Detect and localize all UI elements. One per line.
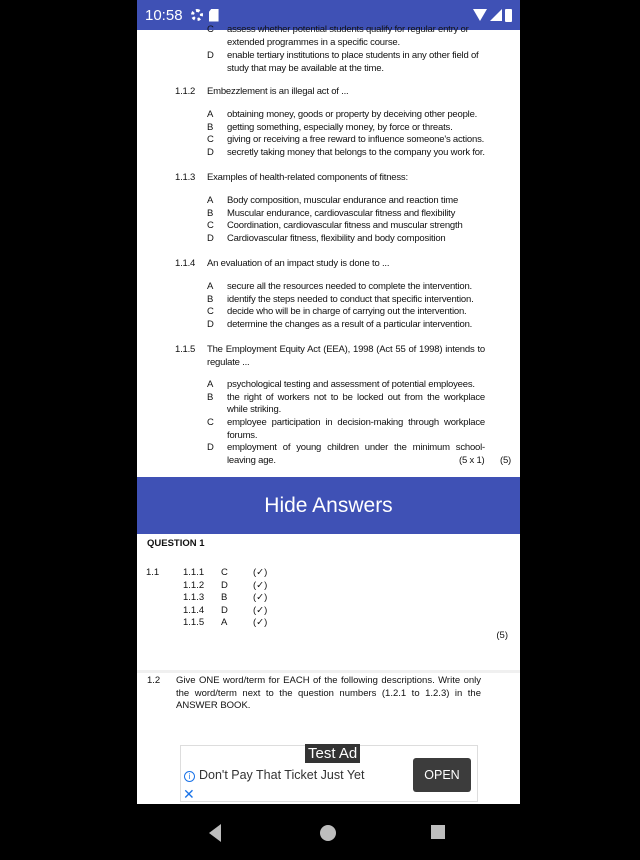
answer-row: 1.1.2 D (✓) xyxy=(183,579,268,591)
gear-icon xyxy=(191,9,203,21)
question-paper: C assess whether potential students qualify for regular entry or extended programmes in a specific course. D enable tertiary institutions to place students in any other field of study that may be available at the time. 1.1.2 Embezzlement is an illegal act of ... A obtaining money, goods or property by deceiving other people. B getting something, especially money, by force or threats. C giving or receiving a free reward to influence someone's actions. D secretly taking money that belongs to the company you work for. 1.1.3 Examples of health-related components of fitness: A Body composition, muscular endurance and reaction time B Muscular endurance, cardiovascular fitness and flexibility C Coordination, cardiovascular fitness and muscular strength D Cardiovascular fitness, flexibility and body composition 1.1.4 An evaluation of an impact study is done to ... A secure all the resources needed to complete the intervention. B identify the steps needed to conduct that specific intervention. C decide who will be in charge of carrying out the intervention. D determine the changes as a result of a particular intervention. 1.1.5 The Employment Equity Act (EEA), 1998 (Act 55 of 1998) intends to regulate ... A psychological testing and assessment of potential employees. B the right of workers not to be locked out from the workplace while striking. C employee participation in decision-making through workplace forums. D employment of young children under the minimum school-leaving age. (5 x 1) (5) xyxy=(137,30,520,477)
back-icon[interactable] xyxy=(209,824,221,842)
phone-screen xyxy=(137,0,520,860)
battery-icon xyxy=(505,9,512,22)
recent-apps-icon[interactable] xyxy=(431,825,445,839)
hide-answers-button[interactable]: Hide Answers xyxy=(137,477,520,534)
ad-open-button[interactable]: OPEN xyxy=(413,758,471,792)
close-icon[interactable]: ✕ xyxy=(183,786,195,802)
navigation-bar xyxy=(137,804,520,860)
memo-section-number: 1.1 xyxy=(146,567,160,578)
ad-container xyxy=(137,721,520,804)
signal-icon xyxy=(490,9,502,21)
answer-row: 1.1.3 B (✓) xyxy=(183,592,268,603)
question-1-2: 1.2 Give ONE word/term for EACH of the following descriptions. Write only the word/term next to the question numbers (1.2.1 to 1.2.3) in the ANSWER BOOK. xyxy=(137,673,520,721)
banner-ad[interactable] xyxy=(180,745,478,802)
answer-row: 1.1.4 D (✓) xyxy=(183,604,268,616)
ad-headline[interactable]: Don't Pay That Ticket Just Yet xyxy=(199,768,365,782)
home-icon[interactable] xyxy=(320,825,336,841)
memo-section xyxy=(137,534,520,670)
memo-title: QUESTION 1 xyxy=(147,538,205,549)
marks-calculation: (5 x 1) xyxy=(459,455,485,466)
clock: 10:58 xyxy=(145,6,183,24)
sdcard-icon xyxy=(209,9,219,22)
memo-marks: (5) xyxy=(496,630,508,641)
test-ad-label: Test Ad xyxy=(305,744,360,763)
answer-row: 1.1.5 A (✓) xyxy=(183,617,268,628)
info-icon[interactable]: i xyxy=(184,771,195,782)
answer-row: 1.1.1 C (✓) xyxy=(183,567,268,578)
marks-total: (5) xyxy=(500,455,512,466)
wifi-icon xyxy=(473,9,487,21)
